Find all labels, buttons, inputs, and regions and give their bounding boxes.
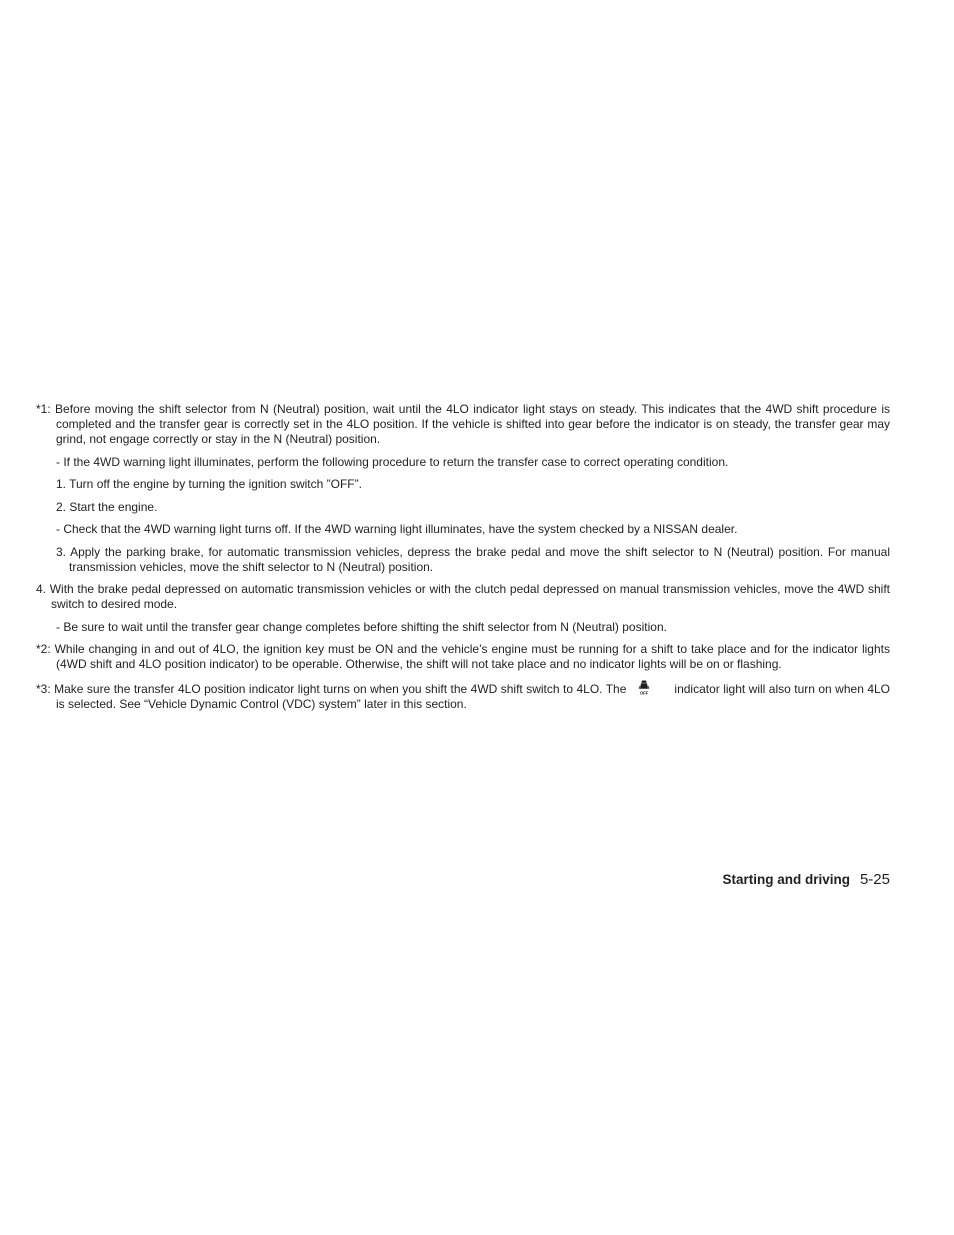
page-footer bbox=[722, 871, 890, 888]
note-3-text-before: *3: Make sure the transfer 4LO position indicator light turns on when you shift the 4WD shift switch to 4LO. The bbox=[36, 681, 627, 696]
step-3: 3. Apply the parking brake, for automatic transmission vehicles, depress the brake pedal and move the shift selector to N (Neutral) position. For manual transmission vehicles, move the shift selector to N (Neutral) position. bbox=[56, 544, 890, 574]
note-3 bbox=[36, 680, 890, 712]
footnotes-block bbox=[36, 402, 890, 719]
section-title: Starting and driving bbox=[722, 872, 850, 887]
note-dash-check-warning-light: - Check that the 4WD warning light turns off. If the 4WD warning light illuminates, have the system checked by a NISSAN dealer. bbox=[56, 522, 738, 536]
note-1: *1: Before moving the shift selector from N (Neutral) position, wait until the 4LO indicator light stays on steady. This indicates that the 4WD shift procedure is completed and the transfer gear is correctly set in the 4LO position. If the vehicle is shifted into gear before the indicator is on steady, the transfer gear may grind, not engage correctly or stay in the N (Neutral) position. bbox=[36, 402, 890, 446]
note-3-text-after: indicator light will also turn on when 4LO is selected. See “Vehicle Dynamic Control (VDC) system” later in this section. bbox=[56, 681, 891, 711]
step-2: 2. Start the engine. bbox=[56, 499, 158, 514]
step-4: 4. With the brake pedal depressed on automatic transmission vehicles or with the clutch pedal depressed on manual transmission vehicles, move the 4WD shift switch to desired mode. bbox=[36, 582, 890, 611]
note-dash-warning-procedure: - If the 4WD warning light illuminates, perform the following procedure to return the transfer case to correct operating condition. bbox=[56, 454, 729, 469]
vdc-off-icon-label: OFF bbox=[640, 690, 649, 696]
step-1: 1. Turn off the engine by turning the ignition switch ”OFF”. bbox=[56, 477, 362, 491]
note-2: *2: While changing in and out of 4LO, the ignition key must be ON and the vehicle’s engine must be running for a shift to take place and for the indicator lights (4WD shift and 4LO position indicator) to be operable. Otherwise, the shift will not take place and no indicator lights will be on or flashing. bbox=[36, 642, 890, 671]
vdc-off-icon bbox=[637, 680, 651, 696]
page-number: 5-25 bbox=[859, 871, 890, 888]
note-dash-wait-transfer: - Be sure to wait until the transfer gear change completes before shifting the shift selector from N (Neutral) position. bbox=[56, 619, 667, 634]
